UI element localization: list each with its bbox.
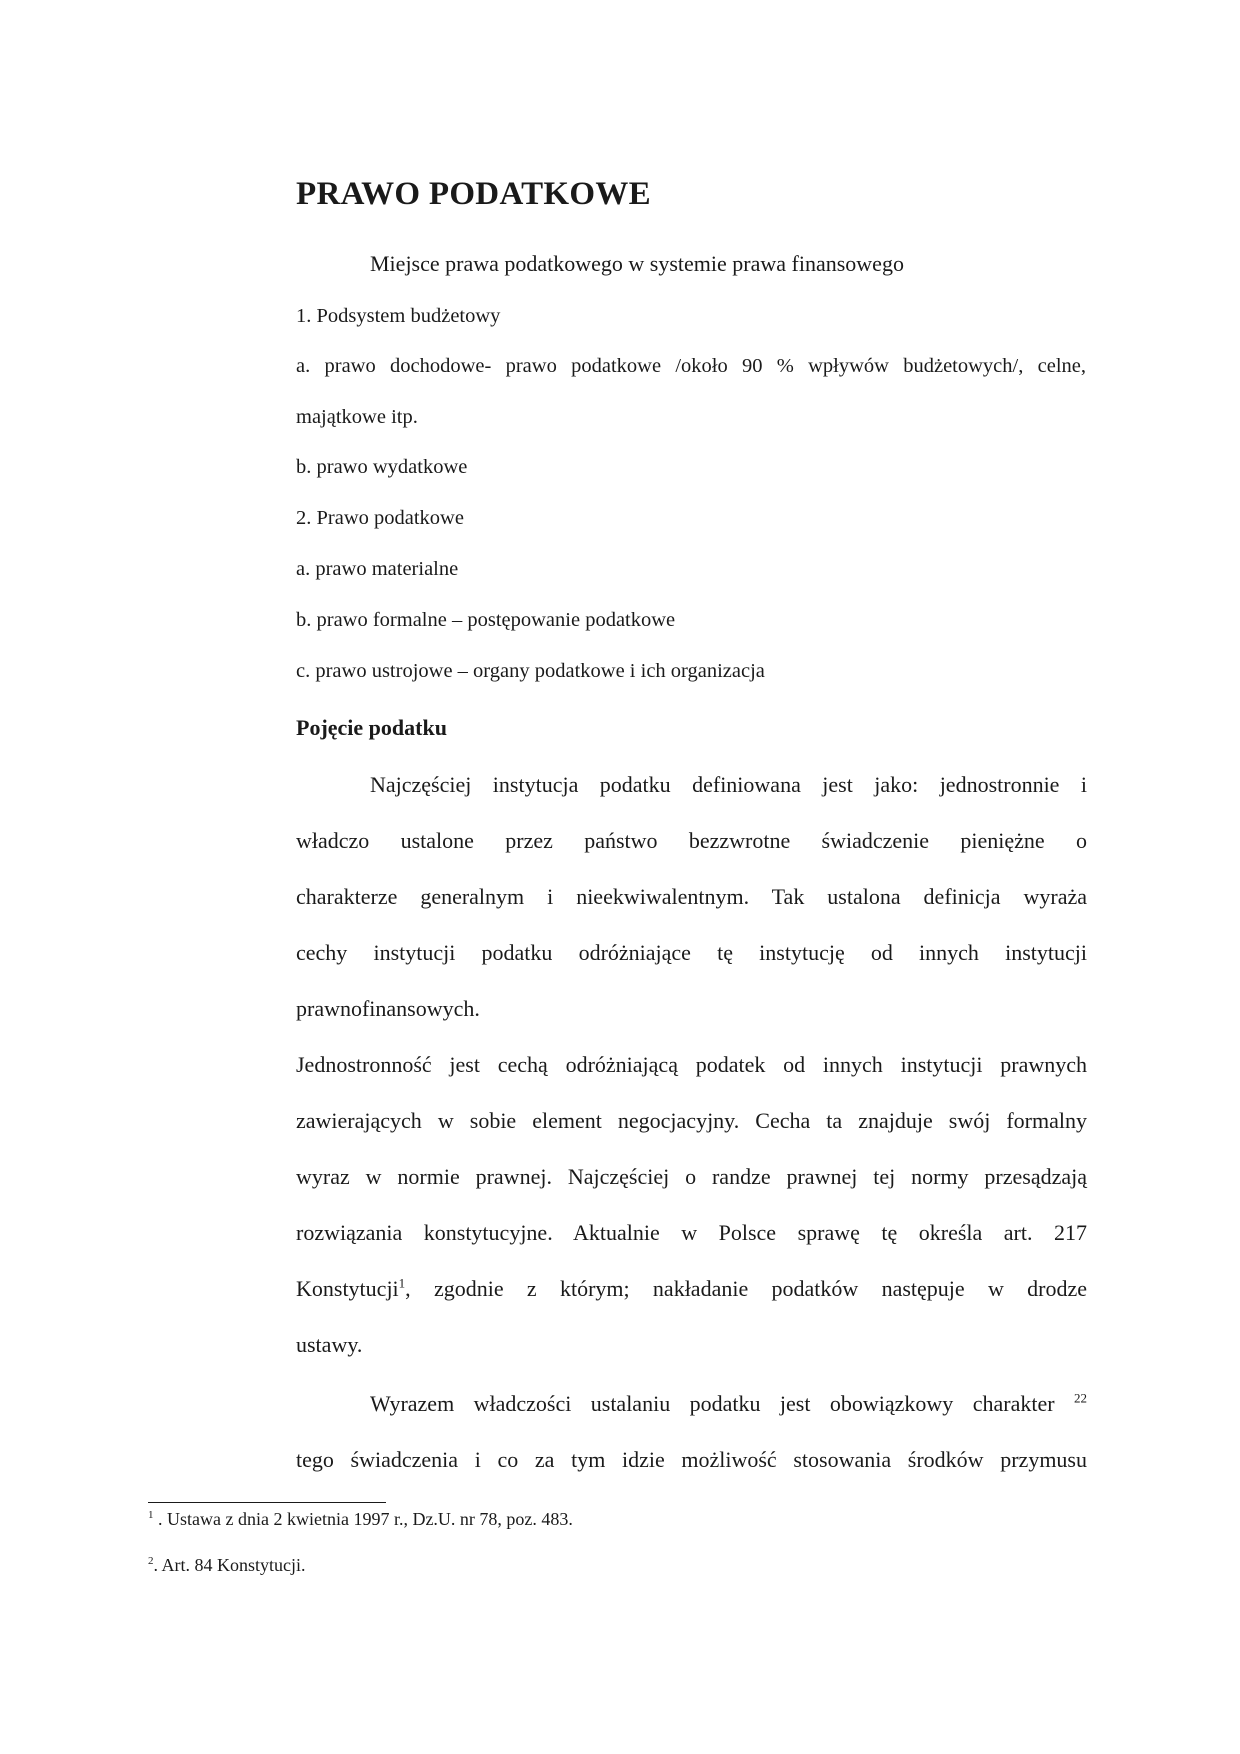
paragraph-line: tego świadczenia i co za tym idzie możliwość stosowania środków przymusu — [296, 1447, 1087, 1472]
paragraph-unilaterality — [296, 1037, 1087, 1373]
outline-item: 2. Prawo podatkowe — [296, 507, 464, 529]
outline-item: 1. Podsystem budżetowy — [296, 305, 501, 327]
footnote-reference[interactable]: 22 — [1074, 1390, 1087, 1406]
footnote-separator — [148, 1502, 386, 1503]
footnote-text: . Art. 84 Konstytucji. — [153, 1555, 306, 1575]
paragraph-line: charakterze generalnym i nieekwiwalentnym. Tak ustalona definicja wyraża — [296, 884, 1087, 909]
outline-item: a. prawo materialne — [296, 558, 459, 580]
outline-item: b. prawo wydatkowe — [296, 456, 468, 478]
paragraph-line: ustawy. — [296, 1332, 363, 1357]
paragraph-text: Konstytucji — [296, 1276, 399, 1301]
outline-item: majątkowe itp. — [296, 406, 418, 428]
document-subtitle: Miejsce prawa podatkowego w systemie prawa finansowego — [370, 251, 904, 276]
paragraph-line: wyraz w normie prawnej. Najczęściej o randze prawnej tej normy przesądzają — [296, 1164, 1087, 1189]
paragraph-line: prawnofinansowych. — [296, 996, 480, 1021]
outline-item: b. prawo formalne – postępowanie podatkowe — [296, 609, 676, 631]
paragraph-text: , zgodnie z którym; nakładanie podatków następuje w drodze — [405, 1276, 1087, 1301]
paragraph-line: zawierających w sobie element negocjacyjny. Cecha ta znajduje swój formalny — [296, 1108, 1087, 1133]
footnote-reference[interactable]: 1 — [398, 1275, 406, 1291]
outline-item: c. prawo ustrojowe – organy podatkowe i ich organizacja — [296, 660, 765, 682]
outline-item: a. prawo dochodowe- prawo podatkowe /około 90 % wpływów budżetowych/, celne, — [296, 355, 1086, 377]
paragraph-text: Wyrazem władczości ustalaniu podatku jest obowiązkowy charakter — [370, 1391, 1074, 1416]
document-title: PRAWO PODATKOWE — [296, 176, 651, 212]
footnote-1 — [148, 1509, 573, 1530]
paragraph-line-with-footnote — [296, 1376, 1087, 1432]
footnote-text: . Ustawa z dnia 2 kwietnia 1997 r., Dz.U. nr 78, poz. 483. — [153, 1509, 573, 1529]
paragraph-line-with-footnote — [296, 1261, 1087, 1317]
paragraph-line: rozwiązania konstytucyjne. Aktualnie w Polsce sprawę tę określa art. 217 — [296, 1220, 1087, 1245]
paragraph-authority — [296, 1376, 1087, 1488]
footnote-mark: 2 — [148, 1555, 154, 1567]
footnote-2 — [148, 1555, 306, 1576]
paragraph-line: cechy instytucji podatku odróżniające tę instytucję od innych instytucji — [296, 940, 1087, 965]
paragraph-line: Najczęściej instytucja podatku definiowana jest jako: jednostronnie i — [370, 772, 1087, 797]
paragraph-line: Jednostronność jest cechą odróżniającą podatek od innych instytucji prawnych — [296, 1052, 1087, 1077]
paragraph-definition — [296, 757, 1087, 1037]
footnote-mark: 1 — [148, 1509, 154, 1521]
section-heading: Pojęcie podatku — [296, 715, 447, 740]
paragraph-line: władczo ustalone przez państwo bezzwrotne świadczenie pieniężne o — [296, 828, 1087, 853]
